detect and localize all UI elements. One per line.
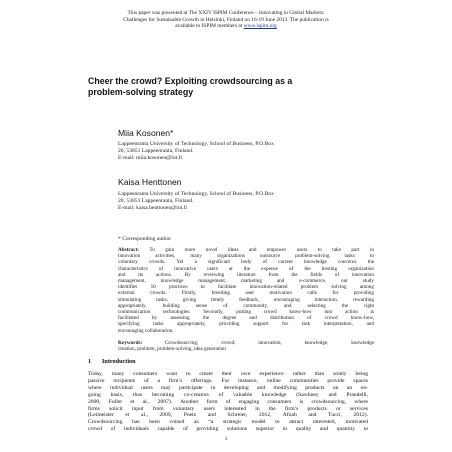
section-title: Introduction: [102, 358, 136, 365]
notice-text: available to ISPIM members at: [175, 23, 244, 30]
abstract-text: To gain more novel ideas and empower users to take part in: [139, 247, 374, 253]
abstract: [118, 247, 374, 334]
ispim-link[interactable]: www.ispim.org: [243, 23, 277, 30]
body-line: Today, many consumers want to create their own experience rather than solely being: [88, 371, 368, 377]
body-line: where individual users may participate in developing and modifying products on an on-: [88, 384, 368, 391]
abstract-line: facilitated by assessing the degree and distribution of crowd know-how,: [118, 315, 374, 322]
corresponding-author-note: * Corresponding author: [118, 236, 172, 242]
abstract-line: communication technologies. Secondly, putting crowd know-how into action is: [118, 309, 374, 316]
abstract-line: specifying tasks appropriately, providing support for task interpretation, and: [118, 321, 374, 328]
section-number: 1: [88, 358, 92, 365]
title-line: problem-solving strategy: [88, 87, 194, 97]
affiliation-line: Lappeenranta University of Technology, School of Business, P.O.Box: [118, 191, 274, 197]
author-affiliation: [118, 191, 368, 211]
keywords-text: Crowdsourcing; crowd; innovation, knowledge, knowledge: [142, 340, 374, 346]
notice-line: Challenges for Sustainable Growth in Helsinki, Finland on 16-19 June 2013. The publication is: [123, 16, 329, 23]
author-name: Kaisa Henttonen: [118, 177, 182, 187]
body-line: passive recipients of a firm’s offerings. For instance, online communities provide spaces: [88, 377, 368, 384]
page-number: 1: [224, 436, 228, 442]
notice-line: This paper was presented at The XXIV ISPIM Conference – Innovating in Global Markets:: [127, 10, 325, 16]
body-line: firms solicit input from voluntary users interested in the firm’s products or services: [88, 405, 368, 412]
body-line: crowd of individuals capable of providing solutions superior in quality and quantity to: [88, 426, 368, 433]
abstract-line: and its actions. By reviewing literature from the fields of innovation: [118, 271, 374, 278]
keywords-label: Keywords:: [118, 340, 143, 346]
title-line: Cheer the crowd? Exploiting crowdsourcing as a: [88, 76, 293, 86]
abstract-line: characteristics of innovative users at the expense of the hosting organization: [118, 265, 374, 272]
abstract-line: encouraging collaboration.: [118, 327, 174, 334]
author-affiliation: [118, 141, 368, 161]
abstract-line: identifies 10 practices to facilitate innovation-related problem solving among: [118, 284, 374, 291]
affiliation-line: 20, 53851 Lappeenranta, Finland.: [118, 197, 194, 204]
notice-line: [70, 23, 382, 30]
affiliation-line: 20, 53851 Lappeenranta, Finland.: [118, 147, 194, 154]
body-line: going basis, thus becoming co-creators of valuable knowledge (Sawhney and Prandelli,: [88, 391, 368, 398]
paper-title: [88, 76, 378, 98]
abstract-line: appropriately, building sense of community, and selecting the right: [118, 302, 374, 309]
author-email: E-mail: miia.kosonen@lut.fi: [118, 154, 183, 161]
abstract-line: voluntary crowds. Yet a significant body of current knowledge concerns the: [118, 259, 374, 266]
body-line: (Leimeister et al., 2009, Poetz and Schreier, 2012, Afuah and Tucci, 2012).: [88, 412, 368, 419]
abstract-line: management, knowledge management, marketing and e-commerce, our study: [118, 278, 374, 285]
abstract-line: external crowds. Firstly, breeding user motivation calls for providing: [118, 290, 374, 297]
section-heading: [88, 358, 136, 366]
abstract-line: stimulating tasks, giving timely feedback, encouraging interaction, rewarding: [118, 296, 374, 303]
abstract-label: Abstract:: [118, 247, 140, 253]
affiliation-line: Lappeenranta University of Technology, School of Business, P.O.Box: [118, 141, 274, 147]
abstract-line: innovation activities, many organizations outsource problem-solving tasks to: [118, 253, 374, 260]
keywords: [118, 340, 374, 352]
keywords-line: creation, problem, problem-solving, idea generation: [118, 346, 226, 353]
author-email: E-mail: kaisa.henttonen@lut.fi: [118, 204, 187, 211]
body-line: 2000, Fuller et al., 2007). Another form of engaging consumers is crowdsourcing, where: [88, 398, 368, 405]
conference-notice: [70, 10, 382, 30]
introduction-body: [88, 371, 368, 433]
body-line: Crowdsourcing has been coined as “a strategic model to attract interested, motivated: [88, 419, 368, 426]
author-name: Miia Kosonen*: [118, 128, 174, 138]
